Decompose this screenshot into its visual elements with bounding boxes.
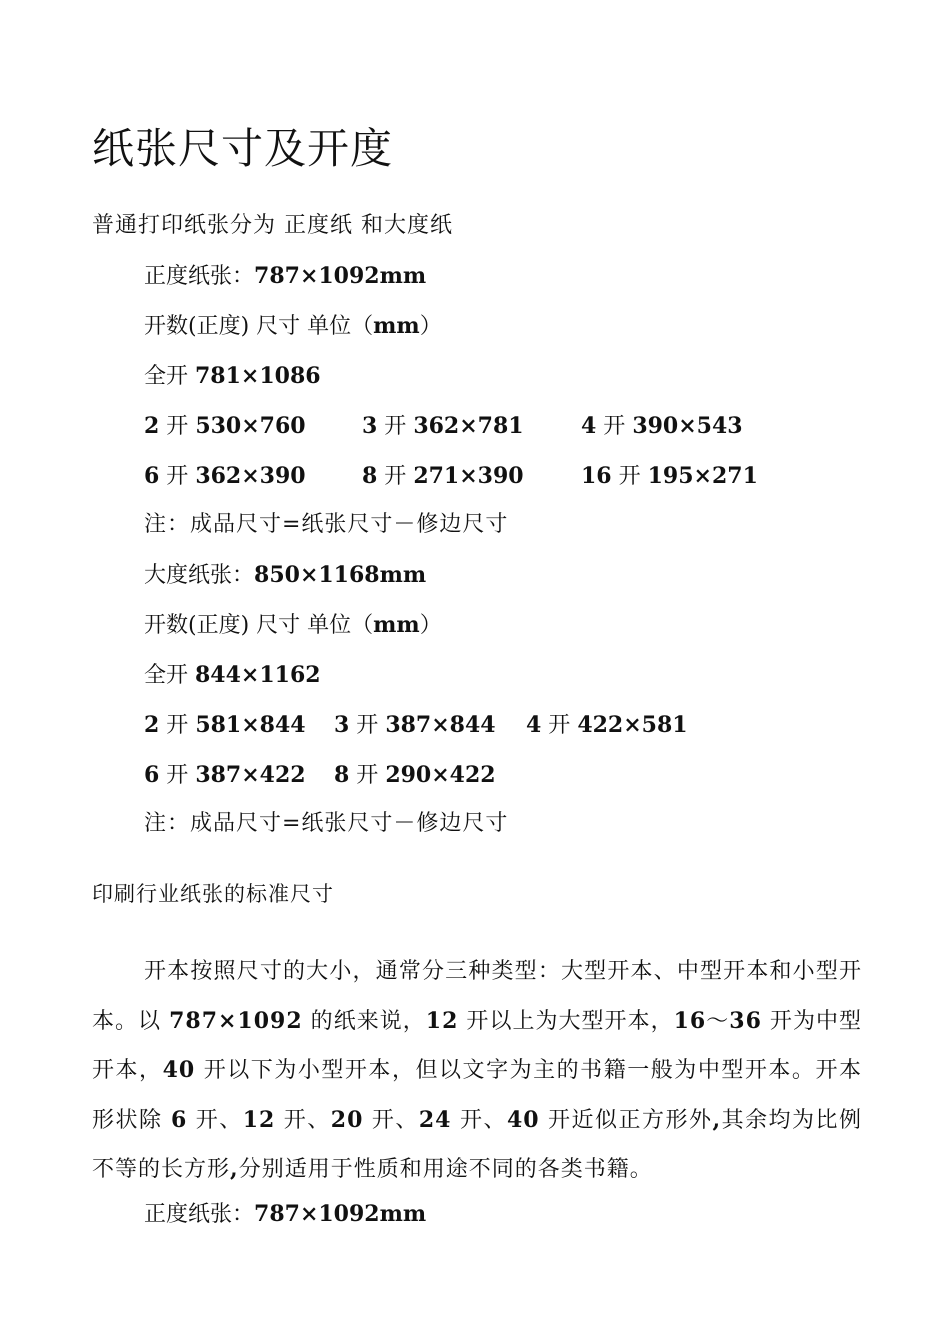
section-heading: 印刷行业纸张的标准尺寸 <box>92 882 334 906</box>
dadu-header-unit: mm <box>373 612 420 638</box>
kai-number: 4 <box>581 413 597 439</box>
zhengdu-full-size: 781×1086 <box>195 363 321 389</box>
intro-line: 普通打印纸张分为 正度纸 和大度纸 <box>92 213 453 238</box>
zhengdu-size-cell <box>362 411 524 442</box>
kai-size: 387×844 <box>385 712 496 738</box>
zhengdu-size-cell <box>362 461 524 492</box>
dadu-header-text: 开数(正度) 尺寸 单位（ <box>144 613 374 638</box>
paragraph-text: ～ <box>706 1008 730 1034</box>
kai-label: 开 <box>541 713 578 738</box>
paragraph-text: 开、 <box>187 1107 243 1133</box>
kai-number: 8 <box>334 762 350 788</box>
kai-label: 开 <box>159 713 196 738</box>
zhengdu-label: 正度纸张： <box>144 264 255 289</box>
paragraph-bold: 36 <box>729 1007 762 1034</box>
kai-number: 2 <box>144 712 160 738</box>
zhengdu-size: 787×1092mm <box>254 263 427 289</box>
dadu-size-cell <box>334 760 496 791</box>
zhengdu-size-cell <box>581 411 743 442</box>
dadu-header-line <box>144 610 442 641</box>
paragraph-bold: 16 <box>673 1007 707 1034</box>
paragraph-text: 开近似正方形外 <box>539 1107 713 1133</box>
paragraph-bold: , <box>230 1156 239 1182</box>
dadu-header-close: ） <box>419 613 442 638</box>
zhengdu-header-unit: mm <box>373 313 420 339</box>
paragraph-text: 开为中型开本， <box>92 1008 862 1083</box>
dadu-size-cell <box>334 710 496 741</box>
kai-size: 581×844 <box>195 712 306 738</box>
dadu-full-line <box>144 660 321 691</box>
kai-size: 195×271 <box>647 463 758 489</box>
paragraph-bold: 24 <box>418 1106 452 1133</box>
footer-label: 正度纸张： <box>144 1202 255 1227</box>
kai-number: 16 <box>581 463 612 489</box>
zhengdu-header-text: 开数(正度) 尺寸 单位（ <box>144 314 374 339</box>
kai-label: 开 <box>377 464 414 489</box>
page-title: 纸张尺寸及开度 <box>92 124 394 173</box>
paragraph-bold: 40 <box>162 1057 196 1083</box>
dadu-size-cell <box>144 760 306 791</box>
dadu-label: 大度纸张： <box>144 563 255 588</box>
kai-size: 362×390 <box>195 463 306 489</box>
kai-size: 390×543 <box>632 413 743 439</box>
dadu-full-label: 全开 <box>144 663 195 688</box>
kai-number: 6 <box>144 463 160 489</box>
paragraph-text: 开、 <box>451 1107 507 1133</box>
paragraph-bold: , <box>712 1106 722 1133</box>
kai-label: 开 <box>596 414 633 439</box>
zhengdu-size-cell <box>144 461 306 492</box>
dadu-full-size: 844×1162 <box>195 662 321 688</box>
footer-size-line <box>144 1199 426 1230</box>
paragraph-text: 开本按照尺寸的大小，通常分三种类型：大型开本、中型开本和小型开本。以 <box>92 959 862 1034</box>
dadu-size: 850×1168mm <box>254 562 427 588</box>
kai-number: 3 <box>334 712 350 738</box>
zhengdu-note: 注：成品尺寸=纸张尺寸－修边尺寸 <box>144 512 509 537</box>
paragraph-bold: 12 <box>425 1007 459 1034</box>
kai-number: 6 <box>144 762 160 788</box>
paragraph-bold: 20 <box>330 1106 364 1133</box>
kai-size: 530×760 <box>195 413 306 439</box>
kai-size: 422×581 <box>577 712 688 738</box>
kai-label: 开 <box>159 464 196 489</box>
dadu-size-cell <box>144 710 306 741</box>
kai-label: 开 <box>349 763 386 788</box>
footer-size: 787×1092mm <box>254 1201 427 1227</box>
zhengdu-size-cell <box>581 461 758 492</box>
kai-size: 387×422 <box>195 762 306 788</box>
paragraph-text: 分别适用于性质和用途不同的各类书籍。 <box>238 1157 653 1182</box>
dadu-size-line <box>144 560 426 591</box>
kai-number: 2 <box>144 413 160 439</box>
paragraph-text: 开、 <box>363 1107 419 1133</box>
kai-number: 4 <box>526 712 542 738</box>
paragraph-text: 开以下为小型开本，但以文字为主的书籍一般为中型开本。开本形状除 <box>92 1058 862 1133</box>
zhengdu-size-cell <box>144 411 306 442</box>
paragraph-text: 其余均为比例不等的长方形 <box>92 1107 863 1182</box>
paragraph-bold: 787×1092 <box>169 1007 303 1034</box>
zhengdu-header-line <box>144 311 442 342</box>
zhengdu-full-label: 全开 <box>144 364 195 389</box>
kai-number: 3 <box>362 413 378 439</box>
paragraph-text: 的纸来说， <box>302 1008 426 1034</box>
kai-label: 开 <box>159 763 196 788</box>
kai-label: 开 <box>349 713 386 738</box>
kai-label: 开 <box>377 414 414 439</box>
kai-label: 开 <box>159 414 196 439</box>
paragraph-text: 开、 <box>275 1107 331 1133</box>
kai-size: 362×781 <box>413 413 524 439</box>
kai-size: 271×390 <box>413 463 524 489</box>
kai-label: 开 <box>611 464 648 489</box>
paragraph-bold: 12 <box>242 1106 276 1133</box>
kai-number: 8 <box>362 463 378 489</box>
body-paragraph <box>92 947 862 1195</box>
dadu-size-cell <box>526 710 688 741</box>
kai-size: 290×422 <box>385 762 496 788</box>
zhengdu-full-line <box>144 361 321 392</box>
paragraph-text: 开以上为大型开本， <box>458 1008 674 1034</box>
paragraph-bold: 6 <box>170 1106 188 1133</box>
dadu-note: 注：成品尺寸=纸张尺寸－修边尺寸 <box>144 811 509 836</box>
zhengdu-size-line <box>144 261 426 292</box>
paragraph-bold: 40 <box>506 1106 540 1133</box>
zhengdu-header-close: ） <box>419 314 442 339</box>
